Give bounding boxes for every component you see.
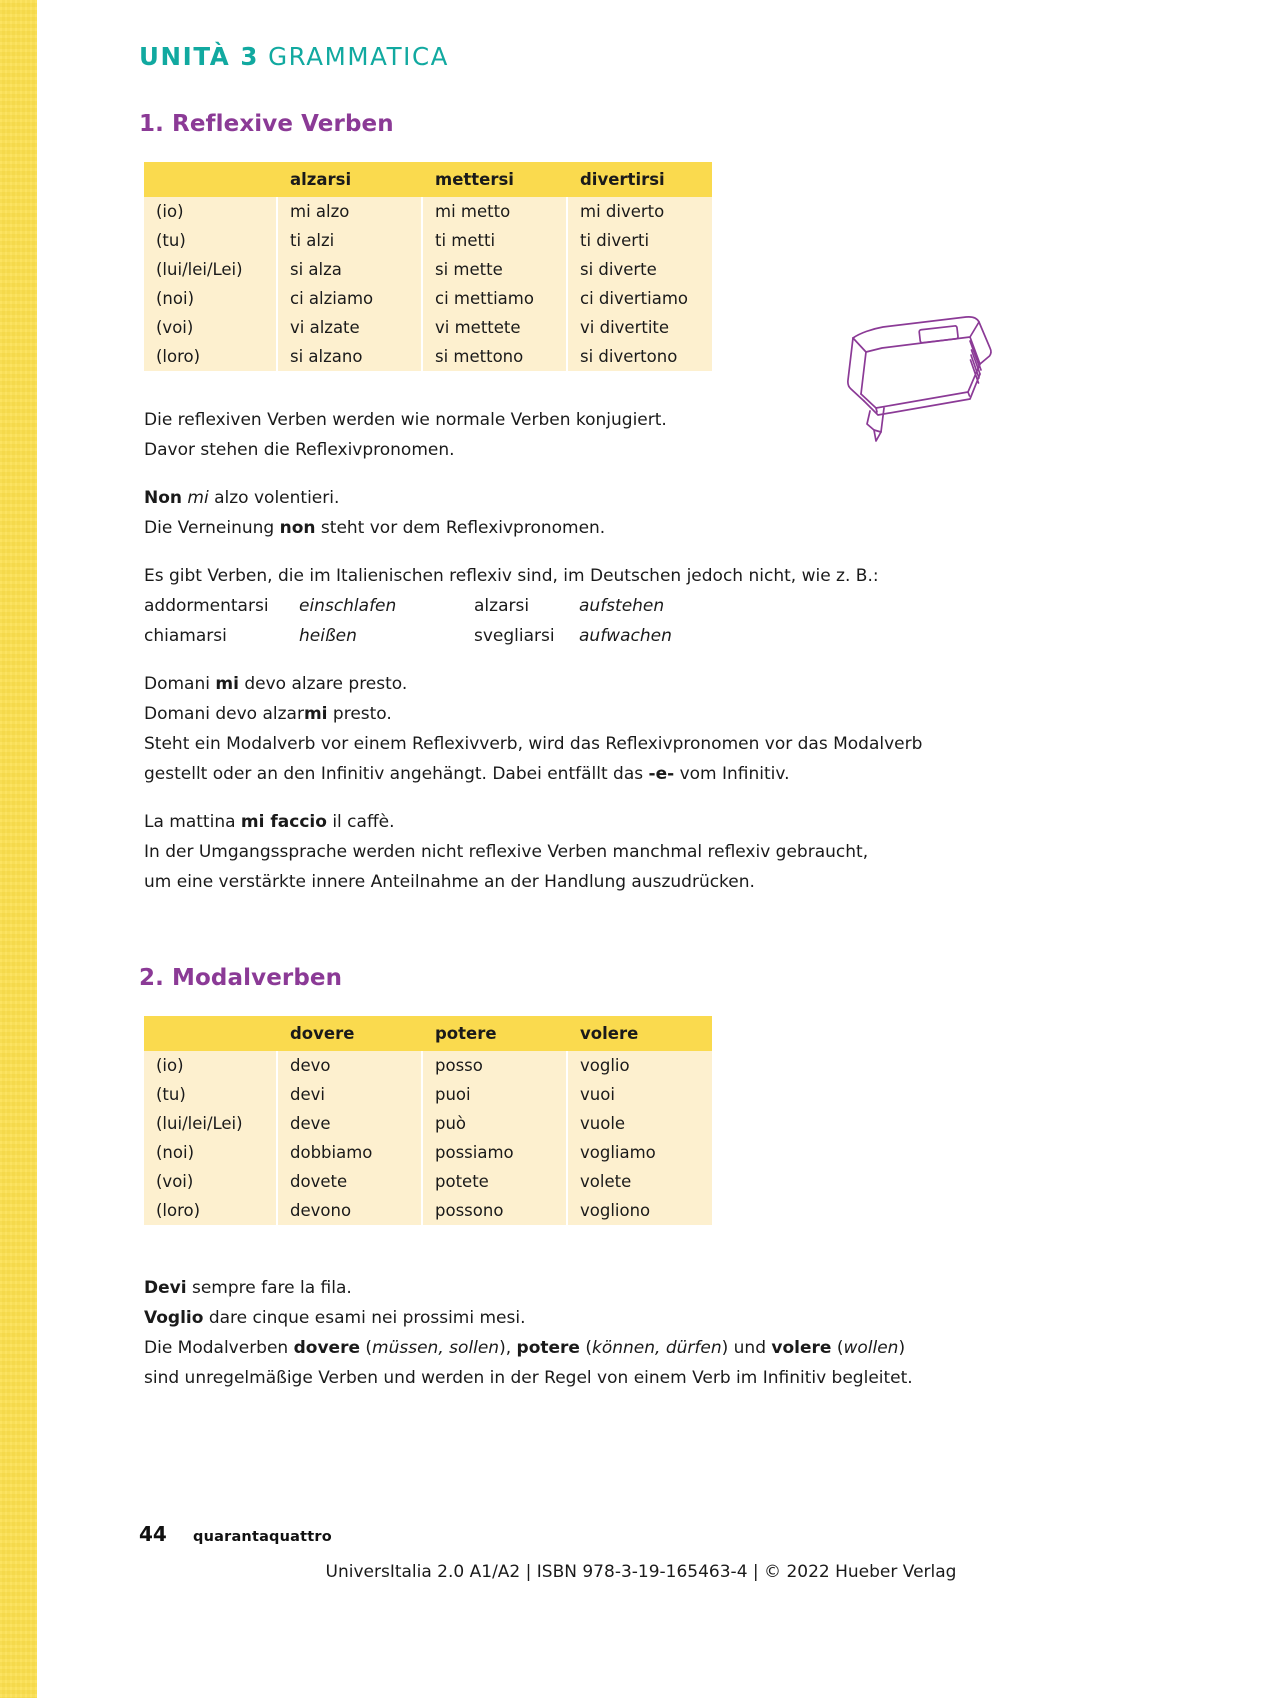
column-header: potere — [422, 1016, 567, 1051]
text-line: Davor stehen die Reflexivpronomen. — [144, 440, 455, 460]
italian-verb: chiamarsi — [144, 626, 227, 646]
paragraph-verb-list-intro — [144, 561, 929, 591]
example-sentence — [144, 669, 929, 699]
unit-section-label: GRAMMATICA — [268, 42, 450, 71]
table-row — [144, 1080, 712, 1109]
text-line: sind unregelmäßige Verben und werden in der Regel von einem Verb im Infinitiv begleitet. — [144, 1368, 913, 1388]
text-line: Es gibt Verben, die im Italienischen reflexiv sind, im Deutschen jedoch nicht, wie z. B.: — [144, 566, 879, 586]
conjugation-cell: puoi — [422, 1080, 567, 1109]
example-sentence — [144, 1273, 929, 1303]
page-footer — [139, 1522, 1139, 1546]
conjugation-cell: vuoi — [567, 1080, 712, 1109]
example-sentence — [144, 807, 929, 837]
paragraph-negation — [144, 483, 929, 543]
text-part: ), — [499, 1338, 517, 1358]
text-line: Steht ein Modalverb vor einem Reflexivverb, wird das Reflexivpronomen vor das Modalverb — [144, 734, 923, 754]
page-number-row — [139, 1522, 1139, 1546]
example-sentence-negation — [144, 483, 929, 513]
text-line: Die reflexiven Verben werden wie normale Verben konjugiert. — [144, 410, 667, 430]
conjugation-cell: potete — [422, 1167, 567, 1196]
bold-non: Non — [144, 488, 183, 508]
text-part: ) — [898, 1338, 906, 1358]
bold-mi-faccio: mi faccio — [240, 812, 327, 832]
text-part: sempre fare la fila. — [186, 1278, 352, 1298]
conjugation-cell: ti alzi — [277, 226, 422, 255]
section-heading-2: 2. Modalverben — [139, 965, 343, 991]
pronoun-cell: (lui/lei/Lei) — [144, 255, 277, 284]
conjugation-cell: ci alziamo — [277, 284, 422, 313]
conjugation-cell: si mettono — [422, 342, 567, 371]
column-header: alzarsi — [277, 162, 422, 197]
conjugation-cell: devi — [277, 1080, 422, 1109]
italic-potere-translation: können, dürfen — [592, 1338, 722, 1358]
text-part: gestellt oder an den Infinitiv angehängt. Dabei entfällt das — [144, 764, 649, 784]
text-part: dare cinque esami nei prossimi mesi. — [203, 1308, 526, 1328]
german-translation: aufstehen — [579, 596, 665, 616]
conjugation-cell: dobbiamo — [277, 1138, 422, 1167]
table-row — [144, 1109, 712, 1138]
explanation-modal-verbs — [144, 1333, 929, 1363]
pronoun-cell: (noi) — [144, 1138, 277, 1167]
explanation-negation — [144, 513, 929, 543]
conjugation-cell: si divertono — [567, 342, 712, 371]
table-row — [144, 226, 712, 255]
conjugation-cell: vogliono — [567, 1196, 712, 1225]
text-part: ) und — [721, 1338, 772, 1358]
table-row — [144, 1167, 712, 1196]
conjugation-cell: deve — [277, 1109, 422, 1138]
table-corner-cell — [144, 1016, 277, 1051]
text-part: vom Infinitiv. — [674, 764, 790, 784]
book-illustration — [820, 308, 1000, 448]
pronoun-cell: (loro) — [144, 342, 277, 371]
conjugation-cell: ti diverti — [567, 226, 712, 255]
text-part: steht vor dem Reflexivpronomen. — [315, 518, 606, 538]
conjugation-cell: vuole — [567, 1109, 712, 1138]
conjugation-cell: mi metto — [422, 197, 567, 226]
conjugation-cell: volete — [567, 1167, 712, 1196]
german-translation: einschlafen — [299, 596, 397, 616]
pronoun-cell: (lui/lei/Lei) — [144, 1109, 277, 1138]
column-header: volere — [567, 1016, 712, 1051]
verb-pairs-list — [144, 591, 929, 651]
text-part: devo alzare presto. — [238, 674, 408, 694]
text-line: um eine verstärkte innere Anteilnahme an der Handlung auszudrücken. — [144, 872, 755, 892]
conjugation-cell: vi mettete — [422, 313, 567, 342]
bold-mi: mi — [303, 704, 328, 724]
italic-dovere-translation: müssen, sollen — [372, 1338, 500, 1358]
text-part: La mattina — [144, 812, 241, 832]
pronoun-cell: (noi) — [144, 284, 277, 313]
bold-mi: mi — [215, 674, 239, 694]
bold-volere: volere — [771, 1338, 832, 1358]
pronoun-cell: (io) — [144, 1051, 277, 1080]
modal-verbs-table — [144, 1016, 712, 1225]
pronoun-cell: (loro) — [144, 1196, 277, 1225]
pronoun-cell: (tu) — [144, 226, 277, 255]
verb-pair-row — [144, 591, 929, 621]
table-row — [144, 1138, 712, 1167]
conjugation-cell: mi alzo — [277, 197, 422, 226]
conjugation-cell: vi alzate — [277, 313, 422, 342]
conjugation-cell: devono — [277, 1196, 422, 1225]
conjugation-cell: posso — [422, 1051, 567, 1080]
unit-label: UNITÀ 3 — [139, 42, 260, 71]
example-sentence — [144, 1303, 929, 1333]
conjugation-cell: si mette — [422, 255, 567, 284]
page-number-word: quarantaquattro — [193, 1529, 332, 1545]
text-line — [144, 759, 929, 789]
text-part: ( — [360, 1338, 373, 1358]
bold-e-suffix: -e- — [648, 764, 675, 784]
table-row — [144, 284, 712, 313]
table-row — [144, 313, 712, 342]
table-row — [144, 1051, 712, 1080]
table-row — [144, 342, 712, 371]
bold-voglio: Voglio — [144, 1308, 204, 1328]
conjugation-cell: vogliamo — [567, 1138, 712, 1167]
german-translation: aufwachen — [579, 626, 672, 646]
conjugation-cell: si alza — [277, 255, 422, 284]
italian-verb: alzarsi — [474, 596, 530, 616]
pronoun-cell: (io) — [144, 197, 277, 226]
paragraph-colloquial — [144, 807, 929, 897]
table-row — [144, 197, 712, 226]
bold-potere: potere — [516, 1338, 580, 1358]
italian-verb: addormentarsi — [144, 596, 269, 616]
reflexive-verbs-table — [144, 162, 712, 371]
paragraph-reflexive-intro — [144, 405, 929, 465]
conjugation-cell: si diverte — [567, 255, 712, 284]
table-row — [144, 1196, 712, 1225]
conjugation-cell: ci mettiamo — [422, 284, 567, 313]
italic-mi: mi — [187, 488, 209, 508]
conjugation-cell: ci divertiamo — [567, 284, 712, 313]
pronoun-cell: (voi) — [144, 1167, 277, 1196]
text-rest: alzo volentieri. — [208, 488, 340, 508]
table-row — [144, 255, 712, 284]
page-content — [139, 42, 929, 1393]
bold-non: non — [279, 518, 316, 538]
text-part: ( — [579, 1338, 592, 1358]
conjugation-cell: si alzano — [277, 342, 422, 371]
bold-dovere: dovere — [293, 1338, 360, 1358]
conjugation-cell: possono — [422, 1196, 567, 1225]
conjugation-cell: devo — [277, 1051, 422, 1080]
column-header: mettersi — [422, 162, 567, 197]
text-part: Die Verneinung — [144, 518, 280, 538]
italic-volere-translation: wollen — [843, 1338, 899, 1358]
copyright-line: UniversItalia 2.0 A1/A2 | ISBN 978-3-19-165463-4 | © 2022 Hueber Verlag — [325, 1562, 957, 1582]
column-header: divertirsi — [567, 162, 712, 197]
conjugation-cell: possiamo — [422, 1138, 567, 1167]
text-part: Domani devo alzar — [144, 704, 304, 724]
text-part: Domani — [144, 674, 216, 694]
bold-devi: Devi — [144, 1278, 187, 1298]
table-corner-cell — [144, 162, 277, 197]
text-part: ( — [831, 1338, 844, 1358]
pronoun-cell: (voi) — [144, 313, 277, 342]
unit-header — [139, 42, 929, 71]
column-header: dovere — [277, 1016, 422, 1051]
conjugation-cell: ti metti — [422, 226, 567, 255]
paragraph-modal-examples — [144, 1273, 929, 1393]
pronoun-cell: (tu) — [144, 1080, 277, 1109]
text-part: il caffè. — [326, 812, 395, 832]
example-sentence — [144, 699, 929, 729]
verb-pair-row — [144, 621, 929, 651]
italian-verb: svegliarsi — [474, 626, 555, 646]
conjugation-cell: mi diverto — [567, 197, 712, 226]
conjugation-cell: può — [422, 1109, 567, 1138]
conjugation-cell: dovete — [277, 1167, 422, 1196]
text-part: Die Modalverben — [144, 1338, 294, 1358]
conjugation-cell: vi divertite — [567, 313, 712, 342]
text-line: In der Umgangssprache werden nicht reflexive Verben manchmal reflexiv gebraucht, — [144, 842, 869, 862]
conjugation-cell: voglio — [567, 1051, 712, 1080]
paragraph-modal-reflexive — [144, 669, 929, 789]
table-header-row — [144, 1016, 712, 1051]
page-number: 44 — [139, 1522, 167, 1546]
text-part: presto. — [327, 704, 392, 724]
german-translation: heißen — [299, 626, 357, 646]
table-header-row — [144, 162, 712, 197]
section-heading-1: 1. Reflexive Verben — [139, 111, 394, 137]
